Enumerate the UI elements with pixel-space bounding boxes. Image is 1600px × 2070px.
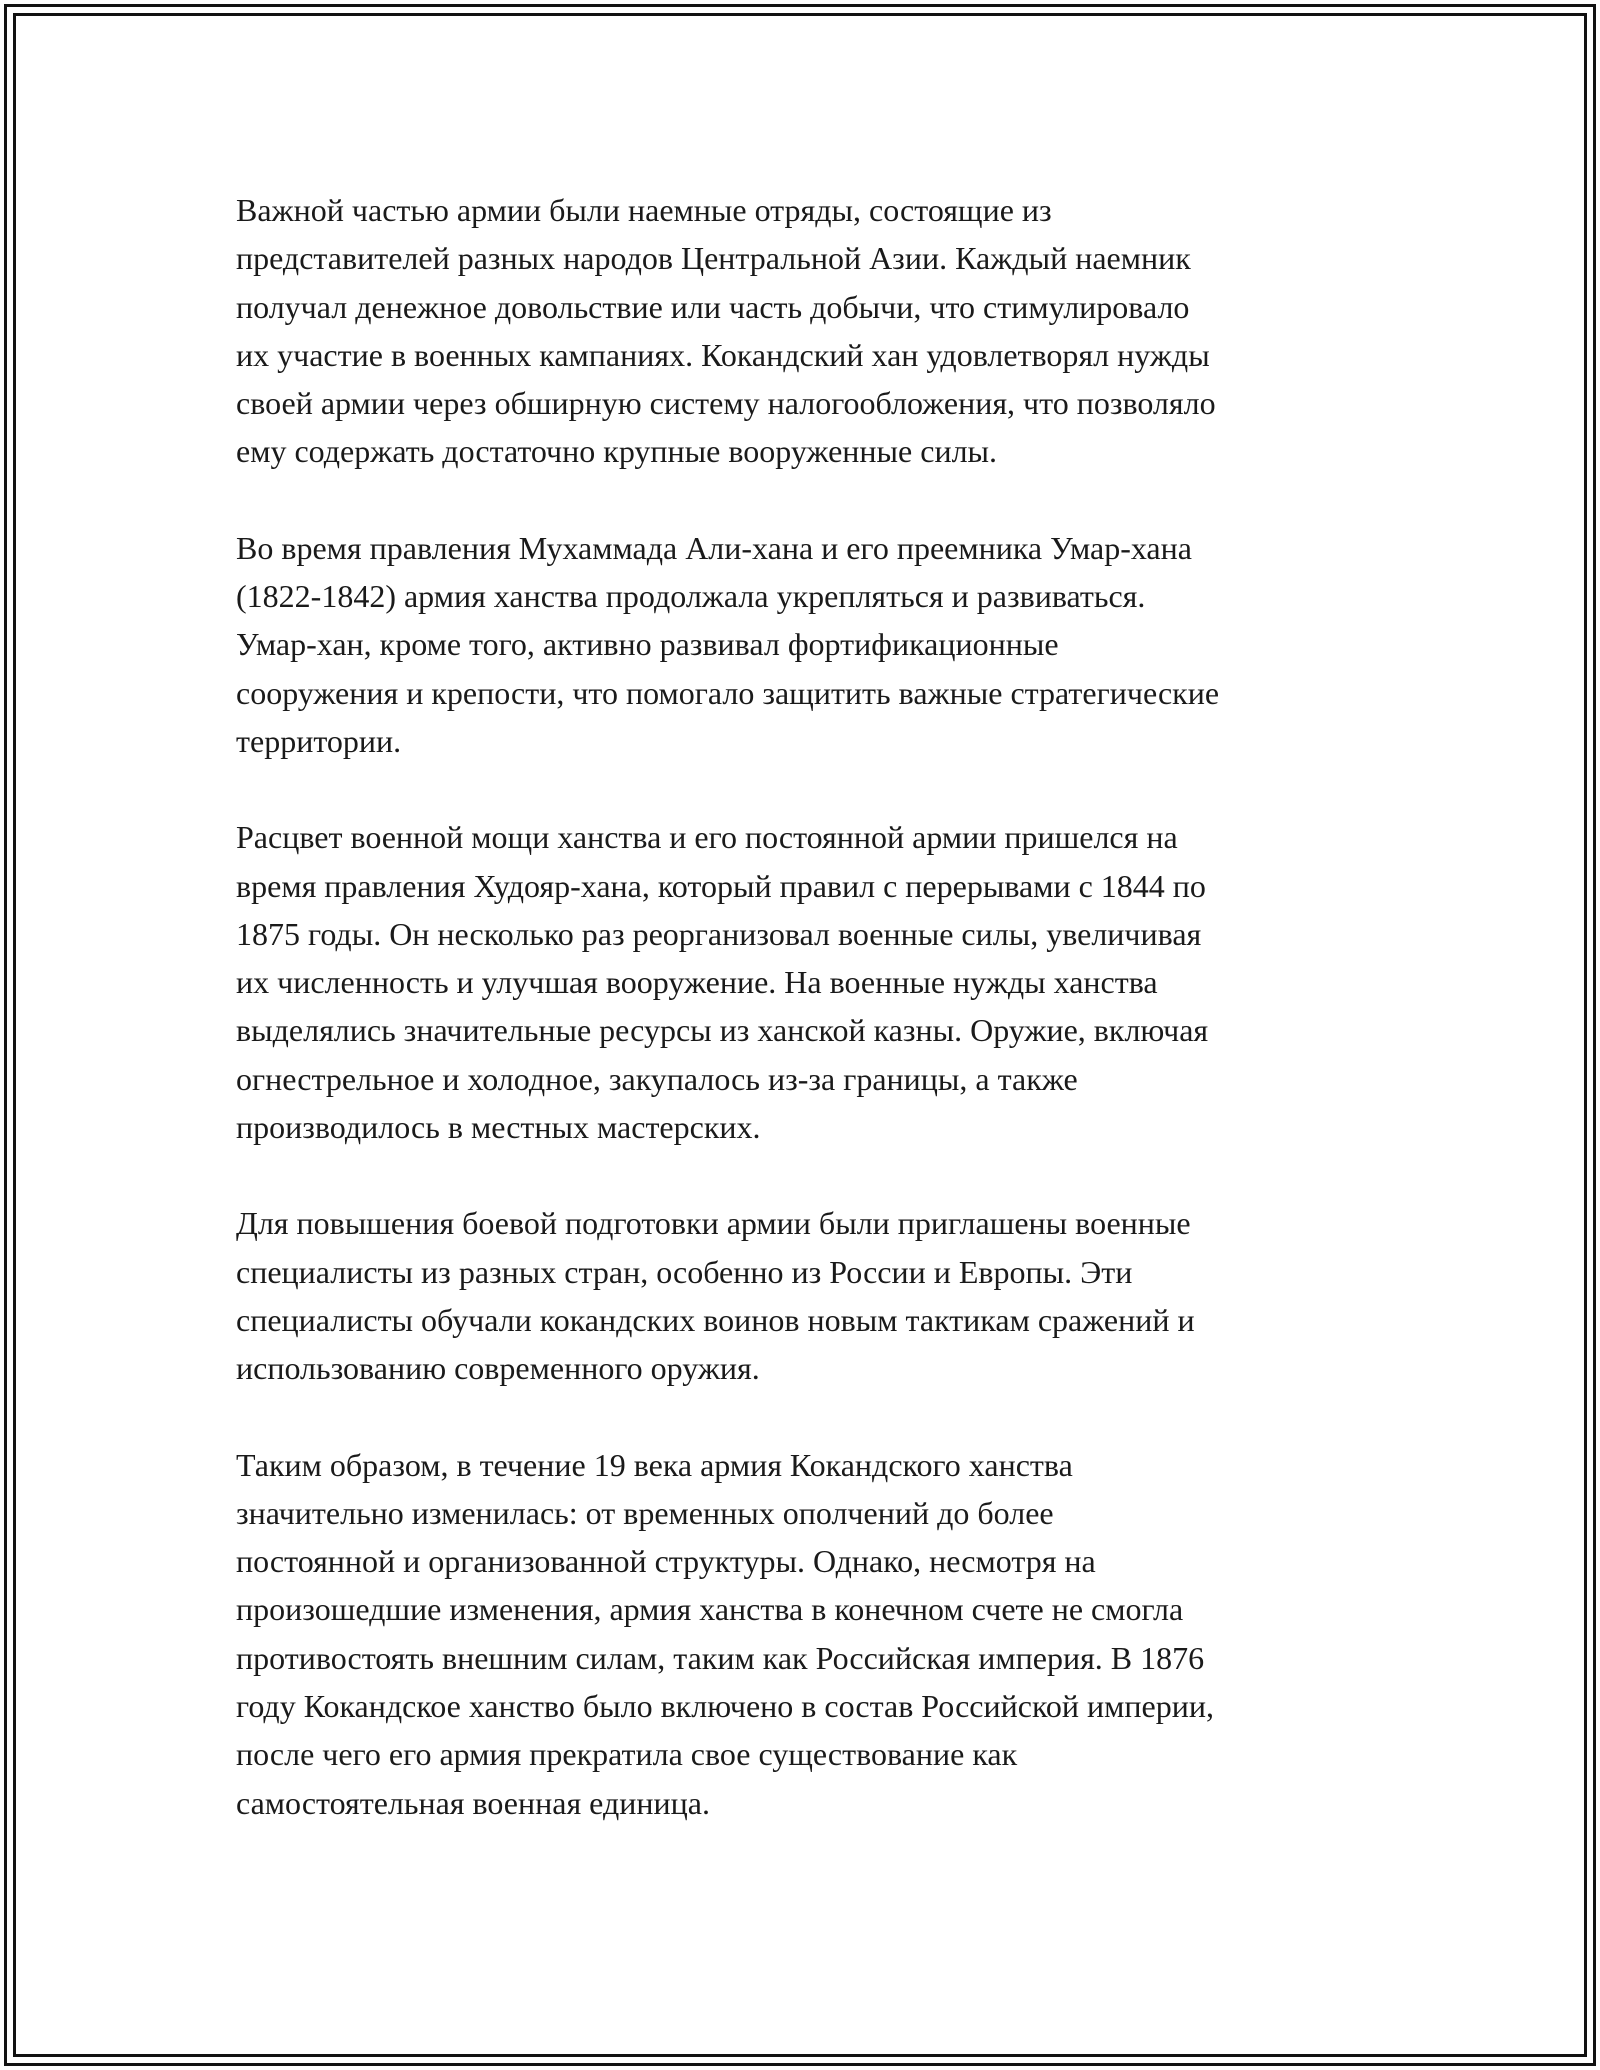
text-line: Для повышения боевой подготовки армии были приглашены военные: [236, 1205, 1191, 1242]
text-line: их численность и улучшая вооружение. На военные нужды ханства: [236, 964, 1158, 1001]
text-line: после чего его армия прекратила свое существование как: [236, 1736, 1018, 1773]
text-line: ему содержать достаточно крупные вооруженные силы.: [236, 433, 998, 470]
paragraph-foreign-specialists: [236, 1199, 1386, 1392]
text-line: использованию современного оружия.: [236, 1350, 760, 1387]
text-line: огнестрельное и холодное, закупалось из-за границы, а также: [236, 1060, 1078, 1097]
text-line: специалисты из разных стран, особенно из России и Европы. Эти: [236, 1253, 1133, 1290]
text-line: значительно изменилась: от временных ополчений до более: [236, 1494, 1054, 1531]
text-line: произошедшие изменения, армия ханства в конечном счете не смогла: [236, 1591, 1184, 1628]
text-line: Таким образом, в течение 19 века армия Кокандского ханства: [236, 1446, 1073, 1483]
text-line: время правления Худояр-хана, который правил с перерывами с 1844 по: [236, 867, 1206, 904]
paragraph-conclusion: [236, 1441, 1386, 1827]
paragraph-muhammad-ali-umar-khan: [236, 524, 1386, 765]
text-line: представителей разных народов Центральной Азии. Каждый наемник: [236, 240, 1191, 277]
text-line: производилось в местных мастерских.: [236, 1109, 761, 1146]
text-line: Важной частью армии были наемные отряды, состоящие из: [236, 192, 1052, 228]
text-line: их участие в военных кампаниях. Кокандский хан удовлетворял нужды: [236, 336, 1210, 373]
text-line: году Кокандское ханство было включено в состав Российской империи,: [236, 1688, 1214, 1725]
text-line: Умар-хан, кроме того, активно развивал фортификационные: [236, 626, 1059, 663]
text-line: сооружения и крепости, что помогало защитить важные стратегические: [236, 674, 1220, 711]
text-line: самостоятельная военная единица.: [236, 1784, 710, 1821]
paragraph-khudoyar-khan: [236, 813, 1386, 1151]
text-line: Во время правления Мухаммада Али-хана и его преемника Умар-хана: [236, 529, 1192, 566]
text-line: получал денежное довольствие или часть добычи, что стимулировало: [236, 288, 1190, 325]
text-line: Расцвет военной мощи ханства и его постоянной армии пришелся на: [236, 819, 1178, 856]
text-line: территории.: [236, 722, 402, 759]
text-line: выделялись значительные ресурсы из ханской казны. Оружие, включая: [236, 1012, 1209, 1049]
text-line: противостоять внешним силам, таким как Российская империя. В 1876: [236, 1639, 1205, 1676]
text-line: постоянной и организованной структуры. Однако, несмотря на: [236, 1543, 1096, 1580]
text-line: специалисты обучали кокандских воинов новым тактикам сражений и: [236, 1301, 1195, 1338]
text-line: (1822-1842) армия ханства продолжала укрепляться и развиваться.: [236, 578, 1146, 615]
text-line: своей армии через обширную систему налогообложения, что позволяло: [236, 385, 1216, 422]
document-body: [236, 186, 1386, 1875]
text-line: 1875 годы. Он несколько раз реорганизовал военные силы, увеличивая: [236, 915, 1202, 952]
paragraph-mercenaries: [236, 186, 1386, 476]
